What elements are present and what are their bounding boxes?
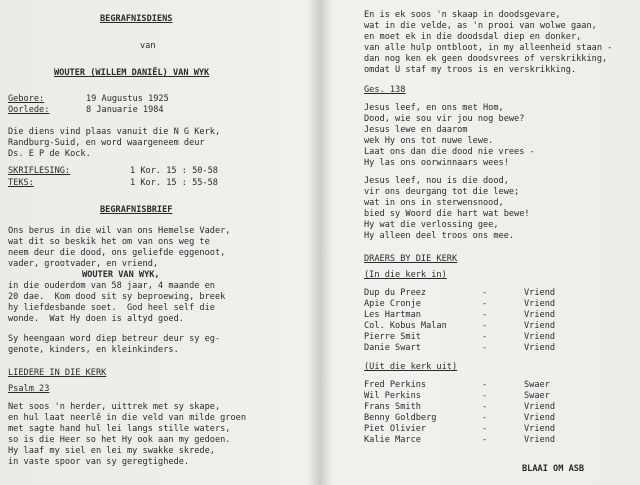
hymn-line-8: vir ons deurgang tot die lewe;: [364, 187, 520, 197]
letter-line-10: genote, kinders, en kleinkinders.: [8, 345, 179, 355]
reading-value: 1 Kor. 15 : 50-58: [130, 166, 218, 176]
bearer-dash: -: [482, 413, 488, 423]
verse-line-2: wat in die velde, as 'n prooi van wolwe gaan,: [364, 21, 597, 31]
bearer-dash: -: [482, 288, 488, 298]
bearer-role: Swaer: [524, 380, 550, 390]
psalm-line-5: Hy laaf my siel en lei my swakke skrede,: [8, 446, 215, 456]
van-line: van: [140, 41, 156, 51]
bearer-role: Vriend: [524, 424, 556, 434]
bearer-role: Vriend: [524, 413, 556, 423]
hymn-line-2: Dood, wie sou vir jou nog bewe?: [364, 114, 525, 124]
psalm-line-1: Net soos 'n herder, uittrek met sy skape,: [8, 402, 221, 412]
letter-name: WOUTER VAN WYK,: [82, 270, 160, 280]
psalm-heading: Psalm 23: [8, 384, 50, 394]
verse-line-4: van alle hulp ontbloot, in my alleenheid staan -: [364, 43, 613, 53]
program-title: BEGRAFNISDIENS: [100, 14, 173, 24]
psalm-line-4: so is die Heer so het Hy ook aan my gedoen.: [8, 435, 231, 445]
bearer-dash: -: [482, 391, 488, 401]
bearer-dash: -: [482, 380, 488, 390]
verse-line-5: dan nog ken ek geen doodsvrees of verskrikking,: [364, 54, 608, 64]
bearer-name: Pierre Smit: [364, 332, 421, 342]
bearer-role: Swaer: [524, 391, 550, 401]
letter-line-3: neem deur die dood, ons geliefde eggenoot,: [8, 248, 226, 258]
born-label: Gebore:: [8, 94, 45, 104]
hymn-line-7: Jesus leef, nou is die dood,: [364, 176, 509, 186]
bearer-dash: -: [482, 402, 488, 412]
service-line-3: Ds. E P de Kock.: [8, 149, 91, 159]
songs-heading: LIEDERE IN DIE KERK: [8, 368, 107, 378]
psalm-line-3: met sagte hand hul lei langs stille waters,: [8, 424, 231, 434]
bearer-role: Vriend: [524, 435, 556, 445]
text-label: TEKS:: [8, 178, 34, 188]
hymn-line-11: Hy wat die verlossing gee,: [364, 220, 499, 230]
letter-line-7: hy liefdesbande soet. God heel self die: [8, 303, 215, 313]
bearers-heading: DRAERS BY DIE KERK: [364, 254, 458, 264]
bearer-role: Vriend: [524, 402, 556, 412]
bearer-name: Benny Goldberg: [364, 413, 437, 423]
bearer-role: Vriend: [524, 332, 556, 342]
bearer-role: Vriend: [524, 299, 556, 309]
deceased-name: WOUTER (WILLEM DANIËL) VAN WYK: [54, 68, 210, 78]
footer-note: BLAAI OM ASB: [522, 464, 585, 474]
hymn-line-10: bied sy Woord die hart wat bewe!: [364, 209, 530, 219]
letter-line-2: wat dit so beskik het om van ons weg te: [8, 237, 210, 247]
out-church-heading: (Uit die kerk uit): [364, 362, 458, 372]
bearer-name: Les Hartman: [364, 310, 421, 320]
bearer-dash: -: [482, 343, 488, 353]
bearer-dash: -: [482, 424, 488, 434]
letter-line-4: vader, grootvader, en vriend,: [8, 259, 159, 269]
letter-line-9: Sy heengaan word diep betreur deur sy eg-: [8, 334, 221, 344]
letter-line-5: in die ouderdom van 58 jaar, 4 maande en: [8, 281, 215, 291]
verse-line-1: En is ek soos 'n skaap in doodsgevare,: [364, 10, 561, 20]
bearer-role: Vriend: [524, 321, 556, 331]
psalm-line-2: en hul laat neerlê in die veld van milde groen: [8, 413, 246, 423]
died-label: Oorlede:: [8, 105, 50, 115]
verse-line-6: omdat U staf my troos is en verskrikking.: [364, 65, 577, 75]
psalm-line-6: in vaste spoor van sy geregtighede.: [8, 457, 190, 467]
verse-line-3: en moet ek in die doodsdal diep en donker,: [364, 32, 582, 42]
bearer-name: Dup du Preez: [364, 288, 427, 298]
bearer-dash: -: [482, 435, 488, 445]
letter-heading: BEGRAFNISBRIEF: [100, 205, 173, 215]
in-church-heading: (In die kerk in): [364, 270, 447, 280]
bearer-dash: -: [482, 299, 488, 309]
hymn-line-5: Laat ons dan die dood nie vrees -: [364, 147, 535, 157]
text-value: 1 Kor. 15 : 55-58: [130, 178, 218, 188]
bearer-dash: -: [482, 332, 488, 342]
bearer-name: Danie Swart: [364, 343, 421, 353]
born-value: 19 Augustus 1925: [86, 94, 169, 104]
bearer-dash: -: [482, 310, 488, 320]
service-line-2: Randburg-Suid, en word waargeneem deur: [8, 138, 205, 148]
died-value: 8 Januarie 1984: [86, 105, 164, 115]
letter-line-6: 20 dae. Kom dood sit sy beproewing, breek: [8, 292, 226, 302]
letter-line-8: wonde. Wat Hy doen is altyd goed.: [8, 314, 184, 324]
hymn-line-3: Jesus lewe en daarom: [364, 125, 468, 135]
bearer-name: Wil Perkins: [364, 391, 421, 401]
hymn-heading: Ges. 138: [364, 85, 406, 95]
bearer-role: Vriend: [524, 343, 556, 353]
bearer-role: Vriend: [524, 288, 556, 298]
left-page: [0, 0, 318, 485]
bearer-name: Piet Olivier: [364, 424, 427, 434]
bearer-name: Kalie Marce: [364, 435, 421, 445]
bearer-name: Frans Smith: [364, 402, 421, 412]
bearer-role: Vriend: [524, 310, 556, 320]
bearer-name: Col. Kobus Malan: [364, 321, 447, 331]
bearer-dash: -: [482, 321, 488, 331]
hymn-line-1: Jesus leef, en ons met Hom,: [364, 103, 504, 113]
hymn-line-9: wat in ons in sterwensnood,: [364, 198, 504, 208]
hymn-line-12: Hy alleen deel troos ons mee.: [364, 231, 515, 241]
letter-line-1: Ons berus in die wil van ons Hemelse Vader,: [8, 226, 231, 236]
bearer-name: Apie Cronje: [364, 299, 421, 309]
hymn-line-4: wek Hy ons tot nuwe lewe.: [364, 136, 494, 146]
bearer-name: Fred Perkins: [364, 380, 427, 390]
right-page: [322, 0, 640, 485]
reading-label: SKRIFLESING:: [8, 166, 71, 176]
hymn-line-6: Hy las ons oorwinnaars wees!: [364, 158, 509, 168]
service-line-1: Die diens vind plaas vanuit die N G Kerk,: [8, 127, 221, 137]
